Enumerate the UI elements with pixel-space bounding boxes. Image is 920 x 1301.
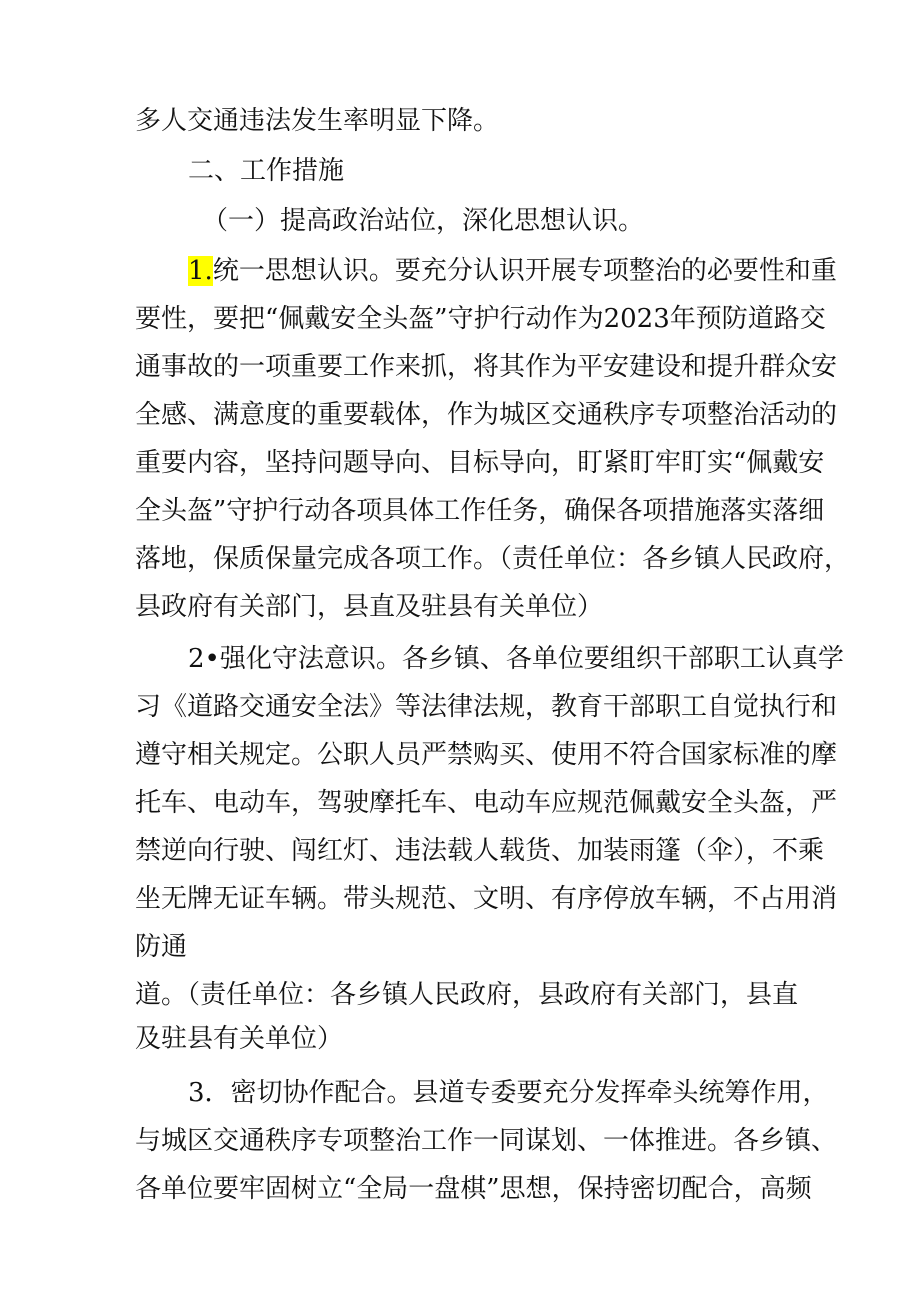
- text-line: 与城区交通秩序专项整治工作一同谋划、一体推进。各乡镇、: [135, 1126, 838, 1156]
- text-line: 落地，保质保量完成各项工作。（责任单位：各乡镇人民政府，: [135, 544, 851, 574]
- text-line: 道。（责任单位：各乡镇人民政府，县政府有关部门，县直: [135, 980, 799, 1010]
- text-line: 重要内容，坚持问题导向、目标导向，盯紧盯牢盯实“佩戴安: [135, 448, 825, 478]
- subsection-heading: （一）提高政治站位，深化思想认识。: [202, 206, 645, 236]
- text-line: 全感、满意度的重要载体，作为城区交通秩序专项整治活动的: [135, 400, 838, 430]
- text-line: 防通: [135, 932, 188, 962]
- item-number-highlight: 1.: [188, 256, 213, 286]
- text-line: 禁逆向行驶、闯红灯、违法载人载货、加装雨篷（伞），不乘: [135, 836, 825, 866]
- text-line: 托车、电动车，驾驶摩托车、电动车应规范佩戴安全头盔，严: [135, 788, 838, 818]
- text-line: [188, 254, 837, 288]
- text-line-content: 统一思想认识。要充分认识开展专项整治的必要性和重: [212, 256, 837, 286]
- text-line: 2•强化守法意识。各乡镇、各单位要组织干部职工认真学: [188, 644, 844, 674]
- text-line: 遵守相关规定。公职人员严禁购买、使用不符合国家标准的摩: [135, 740, 838, 770]
- text-line: 习《道路交通安全法》等法律法规，教育干部职工自觉执行和: [135, 692, 838, 722]
- text-line: 全头盔”守护行动各项具体工作任务，确保各项措施落实落细: [135, 496, 825, 526]
- text-line: 通事故的一项重要工作来抓，将其作为平安建设和提升群众安: [135, 352, 838, 382]
- text-line: 各单位要牢固树立“全局一盘棋”思想，保持密切配合，高频: [135, 1174, 812, 1204]
- text-line: 及驻县有关单位）: [135, 1024, 344, 1054]
- section-heading: 二、工作措施: [188, 156, 345, 186]
- text-line: 要性，要把“佩戴安全头盔”守护行动作为2023年预防道路交: [135, 304, 826, 334]
- text-line: 3．密切协作配合。县道专委要充分发挥牵头统筹作用，: [188, 1078, 829, 1108]
- text-line: 坐无牌无证车辆。带头规范、文明、有序停放车辆，不占用消: [135, 884, 838, 914]
- text-line: 多人交通违法发生率明显下降。: [135, 106, 500, 136]
- text-line: 县政府有关部门，县直及驻县有关单位）: [135, 592, 604, 622]
